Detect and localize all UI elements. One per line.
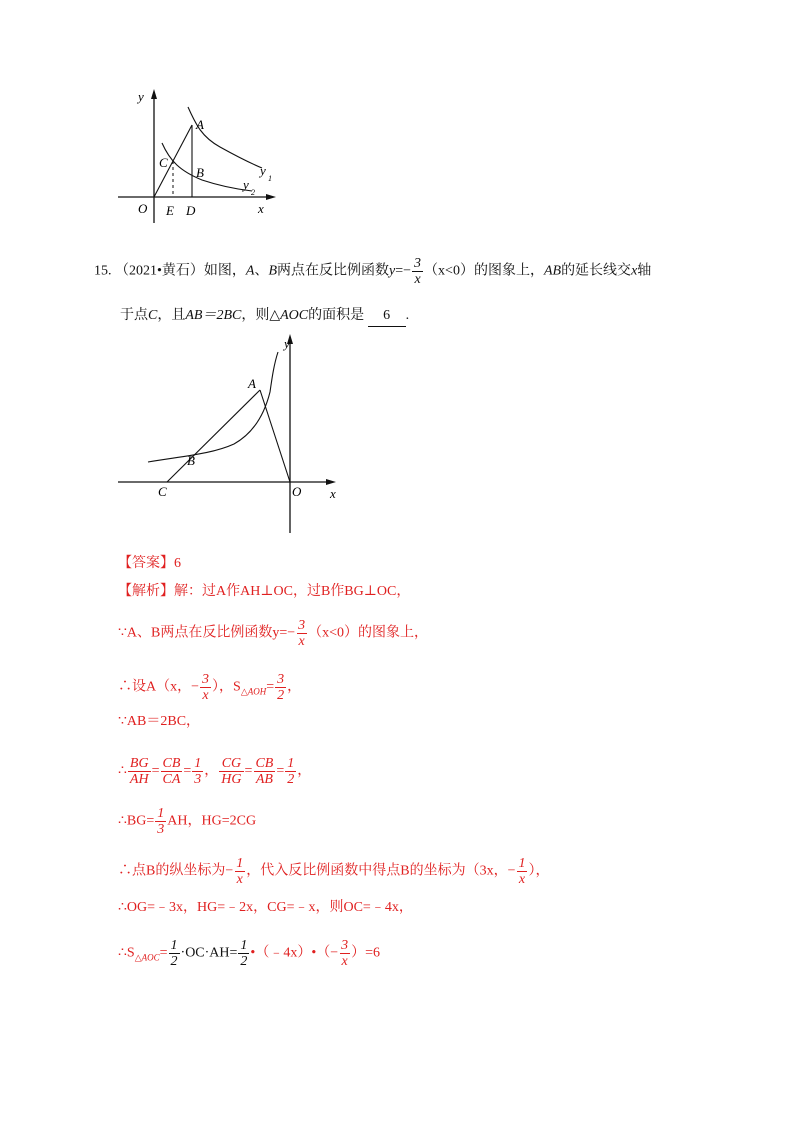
analysis-line-5: ∴ $\frac{BG}{AH}$ = $\frac{CB}{CA}$ = $\frac{1}{3}$ ， $\frac{CG}{HG}$ = $\frac{CB}{AB}$ = $\frac{1}{2}$ ， bbox=[118, 756, 312, 787]
analysis-line-4: ∵AB＝2BC， bbox=[118, 714, 201, 729]
fig2-label-B: B bbox=[187, 453, 195, 468]
fig2-label-O: O bbox=[292, 484, 302, 499]
fraction: $\frac{CG}{HG}$ bbox=[221, 756, 242, 787]
fig1-label-B: B bbox=[196, 165, 204, 180]
fig1-label-y2: y bbox=[243, 177, 249, 192]
analysis-line-7: ∴点B的纵坐标为− $\frac{1}{x}$ ，代入反比例函数中得点B的坐标为（3x，− $\frac{1}{x}$ ）， bbox=[118, 856, 550, 887]
fraction: $\frac{1}{x}$ bbox=[236, 856, 244, 887]
fraction: $\frac{3}{2}$ bbox=[277, 672, 285, 703]
fig1-label-y1-sub: 1 bbox=[268, 174, 272, 183]
answer-line: 【答案】6 bbox=[118, 556, 181, 571]
fraction: $\frac{1}{2}$ bbox=[170, 938, 178, 969]
analysis-line-2: ∵A、B两点在反比例函数y=− $\frac{3}{x}$ （x<0）的图象上， bbox=[118, 618, 429, 649]
question-15-line-1: 15. （2021•黄石）如图，A、B两点在反比例函数y=− $\frac{3}{x}$ （x<0）的图象上，AB的延长线交x轴 bbox=[94, 256, 652, 287]
figure-1 bbox=[110, 85, 285, 225]
fig2-label-y: y bbox=[284, 336, 290, 351]
fraction: $\frac{1}{2}$ bbox=[240, 938, 248, 969]
fig2-label-A: A bbox=[248, 376, 256, 391]
fig1-label-y: y bbox=[138, 89, 144, 104]
fig2-label-C: C bbox=[158, 484, 167, 499]
fraction: $\frac{1}{x}$ bbox=[518, 856, 526, 887]
fig1-label-x: x bbox=[258, 201, 264, 216]
fraction: $\frac{BG}{AH}$ bbox=[129, 756, 149, 787]
fraction: $\frac{CB}{CA}$ bbox=[162, 756, 181, 787]
analysis-line-8: ∴OG=﹣3x，HG=﹣2x，CG=﹣x，则OC=﹣4x， bbox=[118, 900, 413, 915]
fig1-label-D: D bbox=[186, 203, 196, 218]
fraction: $\frac{3}{x}$ bbox=[202, 672, 210, 703]
fig1-label-A: A bbox=[196, 117, 204, 132]
fraction: $\frac{3}{x}$ bbox=[298, 618, 306, 649]
analysis-line-1: 【解析】解：过A作AH⊥OC，过B作BG⊥OC， bbox=[118, 584, 411, 599]
fig1-label-y1: y bbox=[260, 163, 266, 178]
fraction: $\frac{1}{2}$ bbox=[287, 756, 295, 787]
question-15-line-2: 于点C，且AB＝2BC，则△AOC的面积是 6 . bbox=[120, 306, 409, 327]
fraction: $\frac{CB}{AB}$ bbox=[255, 756, 274, 787]
fig1-label-C: C bbox=[159, 155, 168, 170]
analysis-line-6: ∴BG= $\frac{1}{3}$ AH，HG=2CG bbox=[118, 806, 257, 837]
fraction: $\frac{1}{3}$ bbox=[194, 756, 202, 787]
answer-blank: 6 bbox=[368, 306, 406, 327]
figure-2 bbox=[112, 330, 352, 535]
fig1-label-E: E bbox=[166, 203, 174, 218]
fraction: $\frac{1}{3}$ bbox=[157, 806, 165, 837]
fraction: $\frac{3}{x}$ bbox=[414, 256, 422, 287]
fig1-label-O: O bbox=[138, 201, 148, 216]
fig1-label-y2-sub: 2 bbox=[251, 188, 255, 197]
fig2-label-x: x bbox=[330, 486, 336, 501]
analysis-line-3: ∴设A（x，− $\frac{3}{x}$ ），$S_{\triangle AOH}=$ $\frac{3}{2}$ ， bbox=[118, 672, 302, 703]
analysis-line-9: $\therefore S_{\triangle AOC}=$ $\frac{1}{2}$ ·OC·AH= $\frac{1}{2}$ •（﹣4x）•（− $\frac{3}{x}$ ）=6 bbox=[118, 938, 381, 969]
fraction: $\frac{3}{x}$ bbox=[341, 938, 349, 969]
